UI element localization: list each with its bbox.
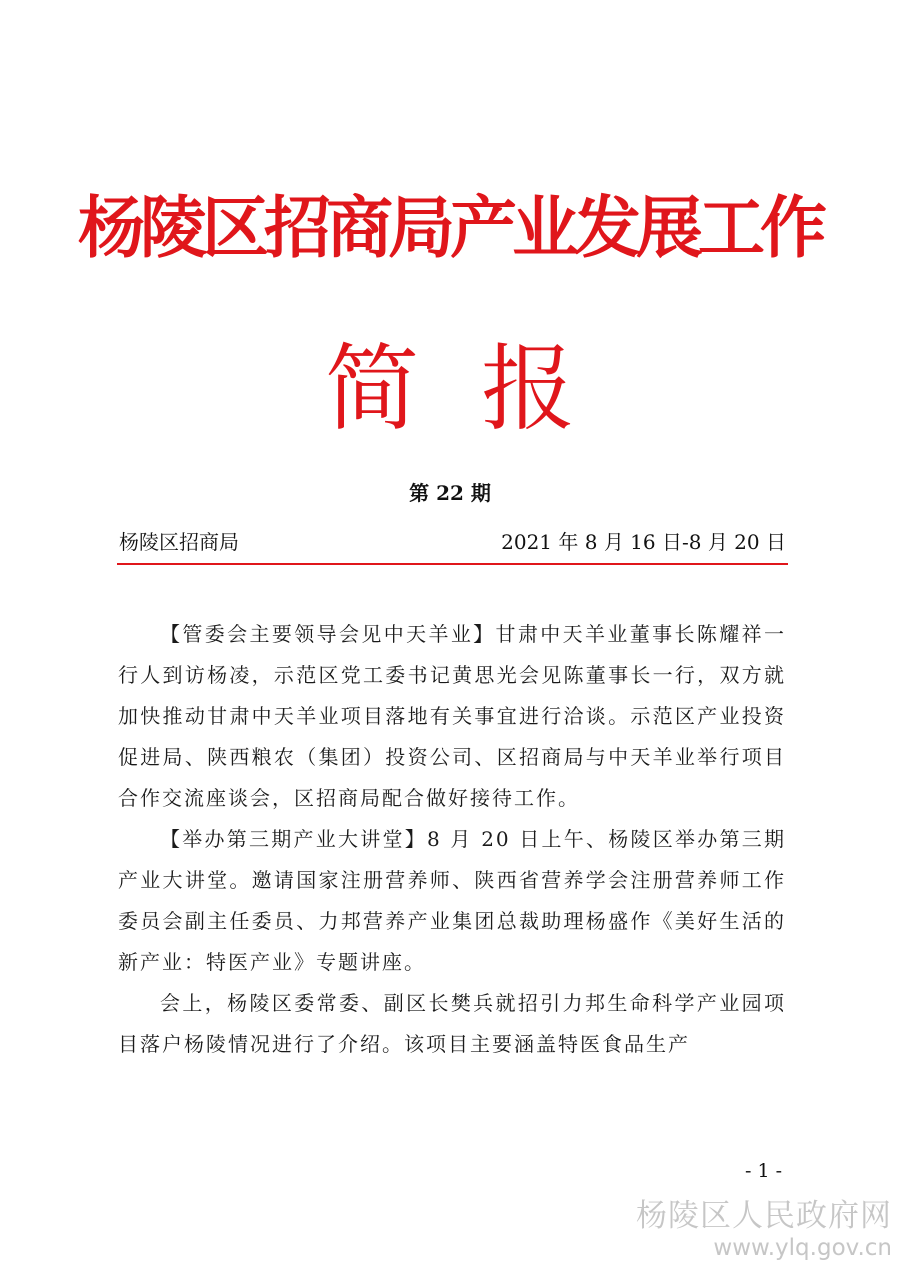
meta-row: [119, 527, 786, 557]
red-divider: [117, 563, 788, 565]
document-title: 杨陵区招商局产业发展工作: [78, 189, 822, 267]
body-paragraph: 会上，杨陵区委常委、副区长樊兵就招引力邦生命科学产业园项目落户杨陵情况进行了介绍。该项目主要涵盖特医食品生产: [118, 991, 786, 1056]
document-body: [118, 614, 786, 1065]
watermark-name: 杨陵区人民政府网: [636, 1198, 892, 1234]
page-number: - 1 -: [744, 1160, 782, 1182]
issuer-label: 杨陵区招商局: [119, 530, 239, 554]
document-subtitle: 简报: [324, 335, 637, 444]
body-paragraph: 【管委会主要领导会见中天羊业】甘肃中天羊业董事长陈耀祥一行人到访杨凌，示范区党工委书记黄思光会见陈董事长一行，双方就加快推动甘肃中天羊业项目落地有关事宜进行洽谈。示范区产业投资促进局、陕西粮农（集团）投资公司、区招商局与中天羊业举行项目合作交流座谈会，区招商局配合做好接待工作。: [118, 622, 786, 810]
issue-number: 第 22 期: [409, 481, 491, 505]
site-watermark: [636, 1198, 892, 1262]
watermark-url: www.ylq.gov.cn: [713, 1235, 892, 1261]
date-range: 2021 年 8 月 16 日-8 月 20 日: [501, 530, 786, 554]
body-paragraph: 【举办第三期产业大讲堂】8 月 20 日上午、杨陵区举办第三期产业大讲堂。邀请国家注册营养师、陕西省营养学会注册营养师工作委员会副主任委员、力邦营养产业集团总裁助理杨盛作《美好生活的新产业：特医产业》专题讲座。: [118, 827, 786, 974]
